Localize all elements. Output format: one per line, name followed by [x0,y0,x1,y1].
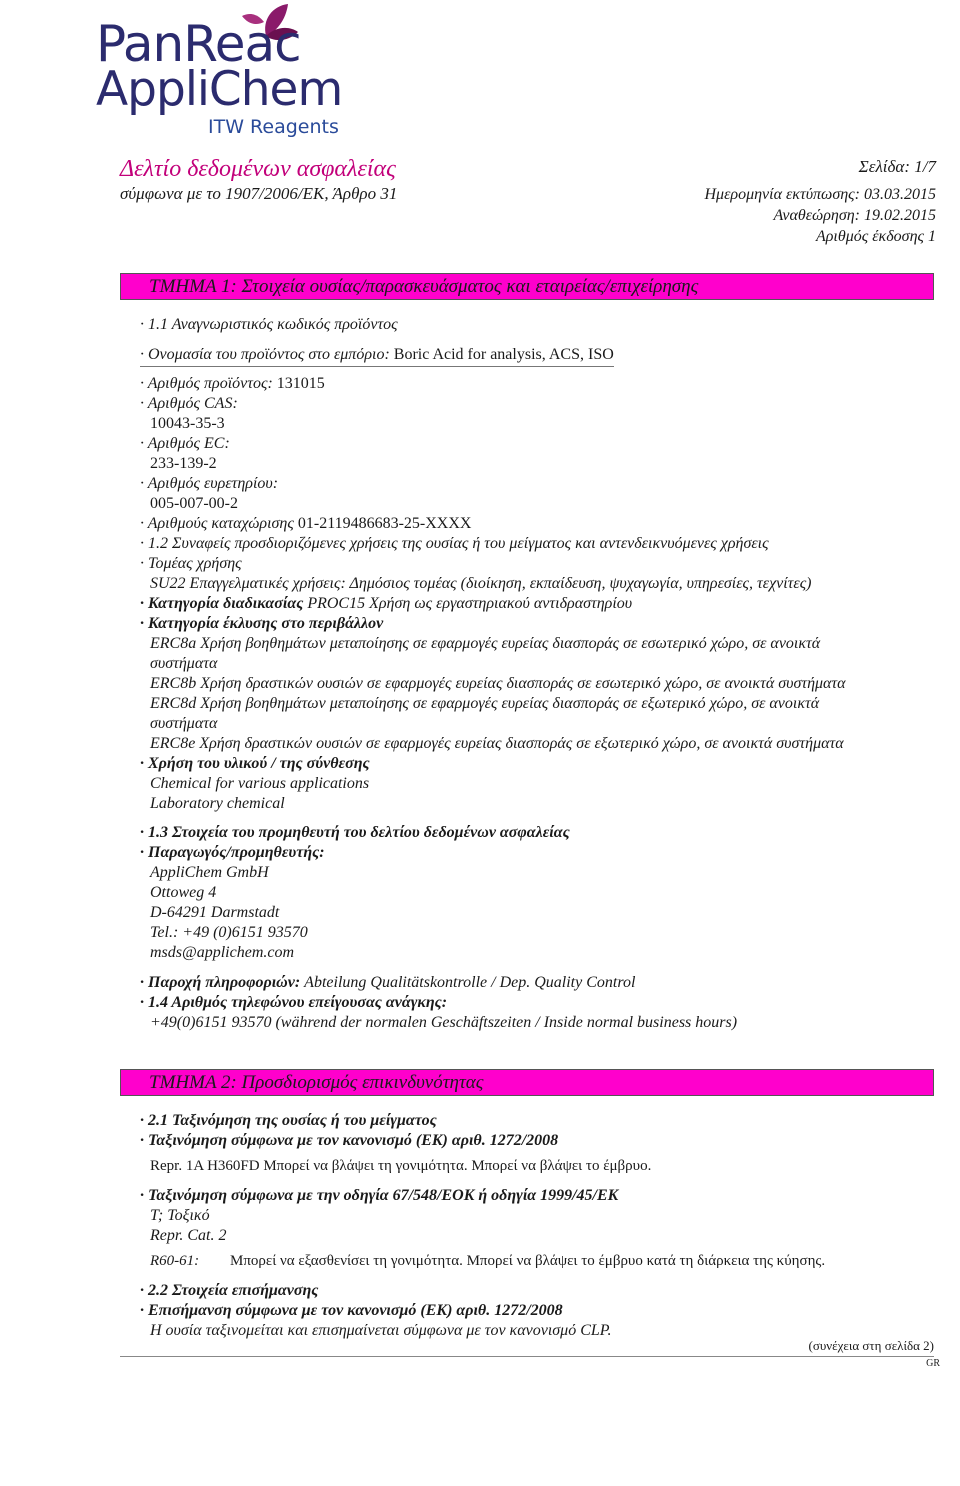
proc-row [140,594,632,614]
subsection-2-2: · 2.2 Στοιχεία επισήμανσης [140,1282,319,1299]
dsd-classification-label: · Ταξινόμηση σύμφωνα με την οδηγία 67/548/ΕΟΚ ή οδηγία 1999/45/ΕΚ [140,1187,619,1204]
use-label: · Χρήση του υλικού / της σύνθεσης [140,755,370,772]
document-subtitle: σύμφωνα με το 1907/2006/ΕΚ, Άρθρο 31 [120,184,398,203]
erc8e-line: ERC8e Χρήση δραστικών ουσιών σε εφαρμογές ευρείας διασποράς σε εξωτερικό χώρο, σε ανοικτά συστήματα [150,735,844,752]
footer-rule [120,1356,934,1357]
product-number-label: · Αριθμός προϊόντος: [140,375,273,392]
page-number: Σελίδα: 1/7 [858,157,936,176]
logo-applichem: AppliChem [96,62,343,117]
version-number: Αριθμός έκδοσης 1 [815,228,936,245]
erc8d-line2: συστήματα [150,715,218,732]
supplier-email[interactable]: msds@applichem.com [150,944,295,961]
r-phrase-label: R60-61: [150,1253,200,1269]
registration-value: 01-2119486683-25-XXXX [297,515,472,532]
language-code: GR [926,1358,940,1369]
clp-classification-label: · Ταξινόμηση σύμφωνα με τον κανονισμό (ΕΚ) αριθ. 1272/2008 [140,1132,559,1149]
ec-label: · Αριθμός EC: [140,435,230,452]
subsection-1-1: · 1.1 Αναγνωριστικός κωδικός προϊόντος [140,316,398,333]
trade-name-value: Boric Acid for analysis, ACS, ISO [393,346,614,363]
section-1-title: ΤΜΗΜΑ 1: Στοιχεία ουσίας/παρασκευάσματος και εταιρείας/επιχείρησης [149,276,699,297]
product-number-value: 131015 [276,375,325,392]
info-label: · Παροχή πληροφοριών: [140,974,301,991]
logo-itw: ITW Reagents [208,116,339,138]
use-line1: Chemical for various applications [150,775,370,792]
su22-line: SU22 Επαγγελματικές χρήσεις: Δημόσιος τομέας (διοίκηση, εκπαίδευση, ψυχαγωγία, υπηρεσίες, τεχνίτες) [150,575,812,592]
index-value: 005-007-00-2 [150,495,238,512]
section-2-title: ΤΜΗΜΑ 2: Προσδιορισμός επικινδυνότητας [149,1072,484,1093]
index-label: · Αριθμός ευρετηρίου: [140,475,279,492]
company-logo [96,2,356,142]
dsd-line1: T; Τοξικό [150,1207,210,1224]
revision-date: Αναθεώρηση: 19.02.2015 [773,207,936,224]
use-line2: Laboratory chemical [150,795,285,812]
erc8a-line2: συστήματα [150,655,218,672]
subsection-1-4: · 1.4 Αριθμός τηλεφώνου επείγουσας ανάγκης: [140,994,448,1011]
info-value: Abteilung Qualitätskontrolle / Dep. Quality Control [304,974,636,991]
supplier-phone: Tel.: +49 (0)6151 93570 [150,924,308,941]
supplier-street: Ottoweg 4 [150,884,217,901]
ec-value: 233-139-2 [150,455,217,472]
erc8d-line1: ERC8d Χρήση βοηθημάτων μεταποίησης σε εφαρμογές ευρείας διασποράς σε εξωτερικό χώρο, σε ανοικτά [150,695,820,712]
erc-label: · Κατηγορία έκλυσης στο περιβάλλον [140,615,384,632]
subsection-2-1: · 2.1 Ταξινόμηση της ουσίας ή του μείγματος [140,1112,437,1129]
supplier-name: AppliChem GmbH [150,864,269,881]
sector-label: · Τομέας χρήσης [140,555,242,572]
section-2-header [120,1069,934,1096]
cas-value: 10043-35-3 [150,415,225,432]
product-number-row [140,374,325,394]
registration-row [140,514,471,534]
erc8b-line: ERC8b Χρήση δραστικών ουσιών σε εφαρμογές ευρείας διασποράς σε εσωτερικό χώρο, σε ανοικτά συστήματα [150,675,846,692]
registration-label: · Αριθμούς καταχώρισης [140,515,294,532]
continued-note: (συνέχεια στη σελίδα 2) [808,1338,934,1353]
r-phrase-value: Μπορεί να εξασθενίσει τη γονιμότητα. Μπορεί να βλάψει το έμβρυο κατά τη διάρκεια της κύησης. [230,1253,826,1269]
erc8a-line1: ERC8a Χρήση βοηθημάτων μεταποίησης σε εφαρμογές ευρείας διασποράς σε εσωτερικό χώρο, σε ανοικτά [150,635,821,652]
print-date: Ημερομηνία εκτύπωσης: 03.03.2015 [704,186,936,203]
subsection-1-2: · 1.2 Συναφείς προσδιοριζόμενες χρήσεις της ουσίας ή του μείγματος και αντενδεικνυόμενες χρήσεις [140,535,769,552]
trade-name-row [140,345,614,367]
emergency-phone: +49(0)6151 93570 (während der normalen Geschäftszeiten / Inside normal business hours) [150,1014,738,1031]
section-1-header [120,273,934,300]
supplier-label: · Παραγωγός/προμηθευτής: [140,844,325,861]
dsd-line2: Repr. Cat. 2 [150,1227,227,1244]
subsection-1-3: · 1.3 Στοιχεία του προμηθευτή του δελτίου δεδομένων ασφαλείας [140,824,570,841]
proc-value: PROC15 Χρήση ως εργαστηριακού αντιδραστηρίου [307,595,633,612]
supplier-city: D-64291 Darmstadt [150,904,280,921]
proc-label: · Κατηγορία διαδικασίας [140,595,304,612]
info-row [140,973,635,993]
labelling-value: Η ουσία ταξινομείται και επισημαίνεται σύμφωνα με τον κανονισμό CLP. [150,1322,612,1339]
trade-name-label: · Ονομασία του προϊόντος στο εμπόριο: [140,346,390,363]
cas-label: · Αριθμός CAS: [140,395,238,412]
clp-classification-value: Repr. 1A H360FD Μπορεί να βλάψει τη γονιμότητα. Μπορεί να βλάψει το έμβρυο. [150,1158,652,1174]
logo-panreac: PanReac [96,15,301,73]
document-title: Δελτίο δεδομένων ασφαλείας [120,156,396,182]
labelling-label: · Επισήμανση σύμφωνα με τον κανονισμό (ΕΚ) αριθ. 1272/2008 [140,1302,563,1319]
